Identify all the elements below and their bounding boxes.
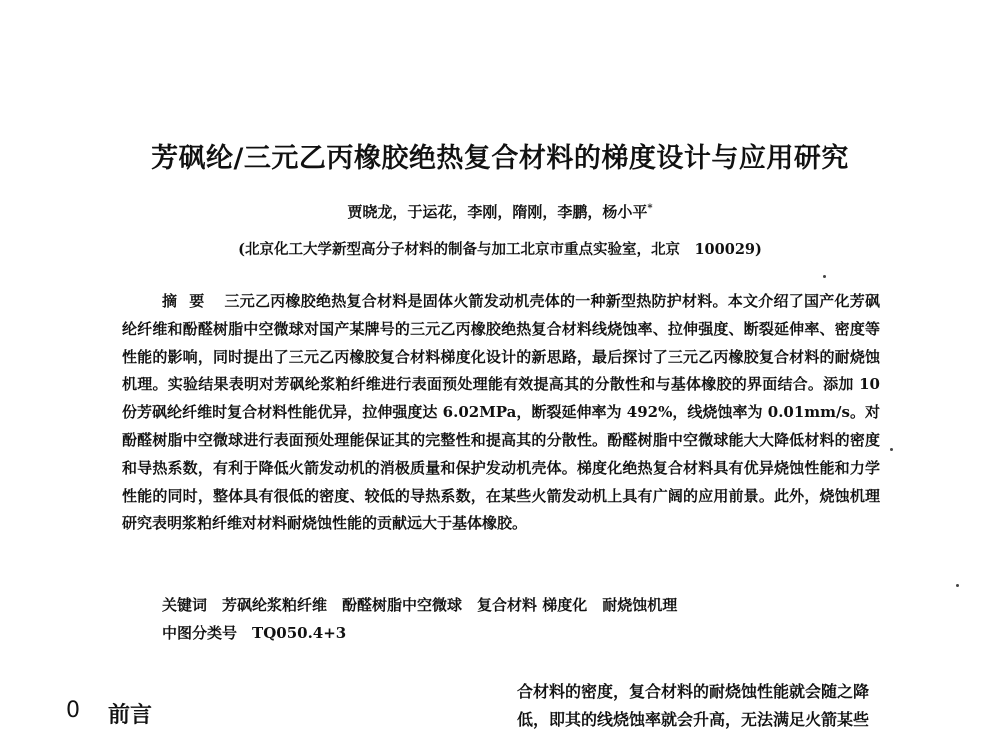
scan-speck	[956, 584, 959, 587]
body-right-column	[517, 678, 937, 734]
abstract	[122, 288, 880, 538]
paper-title: 芳砜纶/三元乙丙橡胶绝热复合材料的梯度设计与应用研究	[151, 143, 849, 174]
section-title: 前言	[108, 703, 153, 728]
body-line-1: 合材料的密度，复合材料的耐烧蚀性能就会随之降	[517, 682, 870, 701]
scan-speck	[823, 275, 826, 278]
keywords-label: 关键词	[162, 596, 208, 614]
body-line-2: 低，即其的线烧蚀率就会升高，无法满足火箭某些	[517, 710, 870, 729]
clc-text: TQ050.4+3	[252, 624, 347, 642]
authors-text: 贾晓龙，于运花，李刚，隋刚，李鹏，杨小平	[347, 203, 648, 221]
section-number: 0	[66, 698, 80, 723]
keywords-text: 芳砜纶浆粕纤维 酚醛树脂中空微球 复合材料 梯度化 耐烧蚀机理	[222, 596, 678, 614]
classification-number	[162, 622, 346, 643]
keywords	[162, 594, 677, 615]
corresponding-author-mark: *	[647, 203, 653, 214]
scan-speck	[890, 448, 893, 451]
author-list	[0, 201, 1000, 222]
affiliation: (北京化工大学新型高分子材料的制备与加工北京市重点实验室，北京 100029)	[238, 241, 762, 258]
abstract-label: 摘要	[162, 292, 217, 310]
abstract-text: 三元乙丙橡胶绝热复合材料是固体火箭发动机壳体的一种新型热防护材料。本文介绍了国产化芳砜纶纤维和酚醛树脂中空微球对国产某牌号的三元乙丙橡胶绝热复合材料线烧蚀率、拉伸强度、断裂延伸率、密度等性能的影响，同时提出了三元乙丙橡胶复合材料梯度化设计的新思路，最后探讨了三元乙丙橡胶复合材料的耐烧蚀机理。实验结果表明对芳砜纶浆粕纤维进行表面预处理能有效提高其的分散性和与基体橡胶的界面结合。添加 10份芳砜纶纤维时复合材料性能优异，拉伸强度达 6.02MPa，断裂延伸率为 492%，线烧蚀率为 0.01mm/s。对酚醛树脂中空微球进行表面预处理能保证其的完整性和提高其的分散性。酚醛树脂中空微球能大大降低材料的密度和导热系数，有利于降低火箭发动机的消极质量和保护发动机壳体。梯度化绝热复合材料具有优异烧蚀性能和力学性能的同时，整体具有很低的密度、较低的导热系数，在某些火箭发动机上具有广阔的应用前景。此外，烧蚀机理研究表明浆粕纤维对材料耐烧蚀性能的贡献远大于基体橡胶。	[122, 292, 880, 533]
clc-label: 中图分类号	[162, 624, 238, 642]
